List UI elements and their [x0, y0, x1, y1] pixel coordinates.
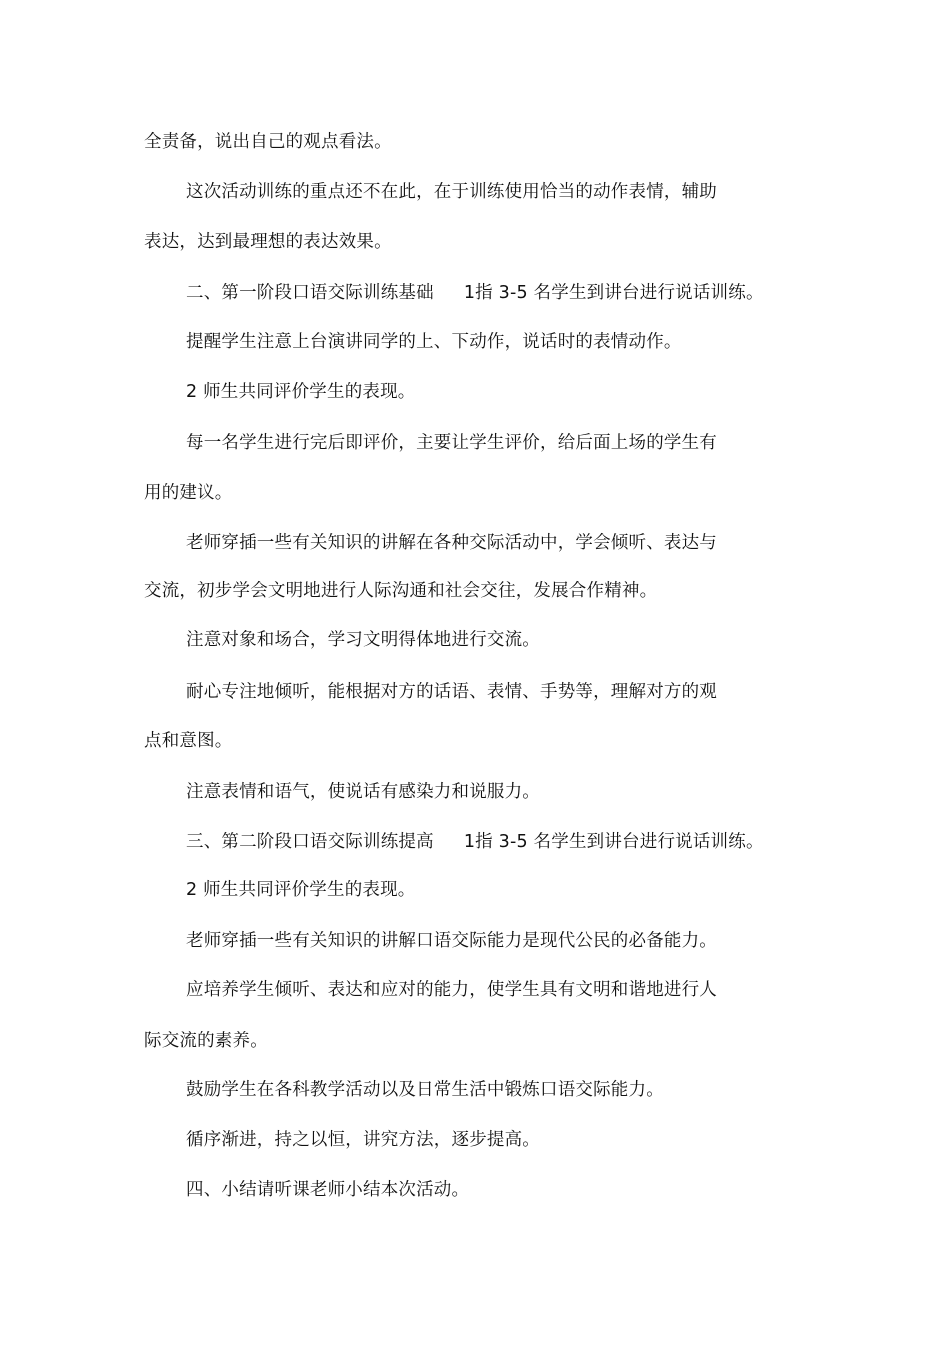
text-line: 循序渐进，持之以恒，讲究方法，逐步提高。: [186, 1130, 540, 1150]
text-line: 四、小结请听课老师小结本次活动。: [186, 1180, 470, 1200]
text-line: 2 师生共同评价学生的表现。: [186, 382, 416, 402]
text-line: 老师穿插一些有关知识的讲解在各种交际活动中，学会倾听、表达与: [186, 533, 717, 553]
text-line: 用的建议。: [144, 483, 233, 503]
section-title: 二、第一阶段口语交际训练基础: [186, 283, 434, 303]
step-text: 1指 3-5 名学生到讲台进行说话训练。: [463, 283, 764, 303]
text-line: 注意表情和语气，使说话有感染力和说服力。: [186, 782, 540, 802]
text-line: 鼓励学生在各科教学活动以及日常生活中锻炼口语交际能力。: [186, 1080, 664, 1100]
text-line: 注意对象和场合，学习文明得体地进行交流。: [186, 630, 540, 650]
text-line: 全责备，说出自己的观点看法。: [144, 132, 392, 152]
text-line: 应培养学生倾听、表达和应对的能力，使学生具有文明和谐地进行人: [186, 980, 717, 1000]
text-line: 提醒学生注意上台演讲同学的上、下动作，说话时的表情动作。: [186, 332, 682, 352]
section-heading: [186, 281, 764, 305]
text-line: 老师穿插一些有关知识的讲解口语交际能力是现代公民的必备能力。: [186, 931, 717, 951]
text-line: 表达，达到最理想的表达效果。: [144, 232, 392, 252]
section-heading: [186, 830, 764, 854]
text-line: 点和意图。: [144, 731, 233, 751]
text-line: 耐心专注地倾听，能根据对方的话语、表情、手势等，理解对方的观: [186, 682, 717, 702]
text-line: 每一名学生进行完后即评价，主要让学生评价，给后面上场的学生有: [186, 433, 717, 453]
step-text: 1指 3-5 名学生到讲台进行说话训练。: [463, 832, 764, 852]
text-line: 这次活动训练的重点还不在此，在于训练使用恰当的动作表情，辅助: [186, 182, 717, 202]
text-line: 2 师生共同评价学生的表现。: [186, 880, 416, 900]
text-line: 交流，初步学会文明地进行人际沟通和社会交往，发展合作精神。: [144, 581, 658, 601]
section-title: 三、第二阶段口语交际训练提高: [186, 832, 434, 852]
text-line: 际交流的素养。: [144, 1031, 268, 1051]
